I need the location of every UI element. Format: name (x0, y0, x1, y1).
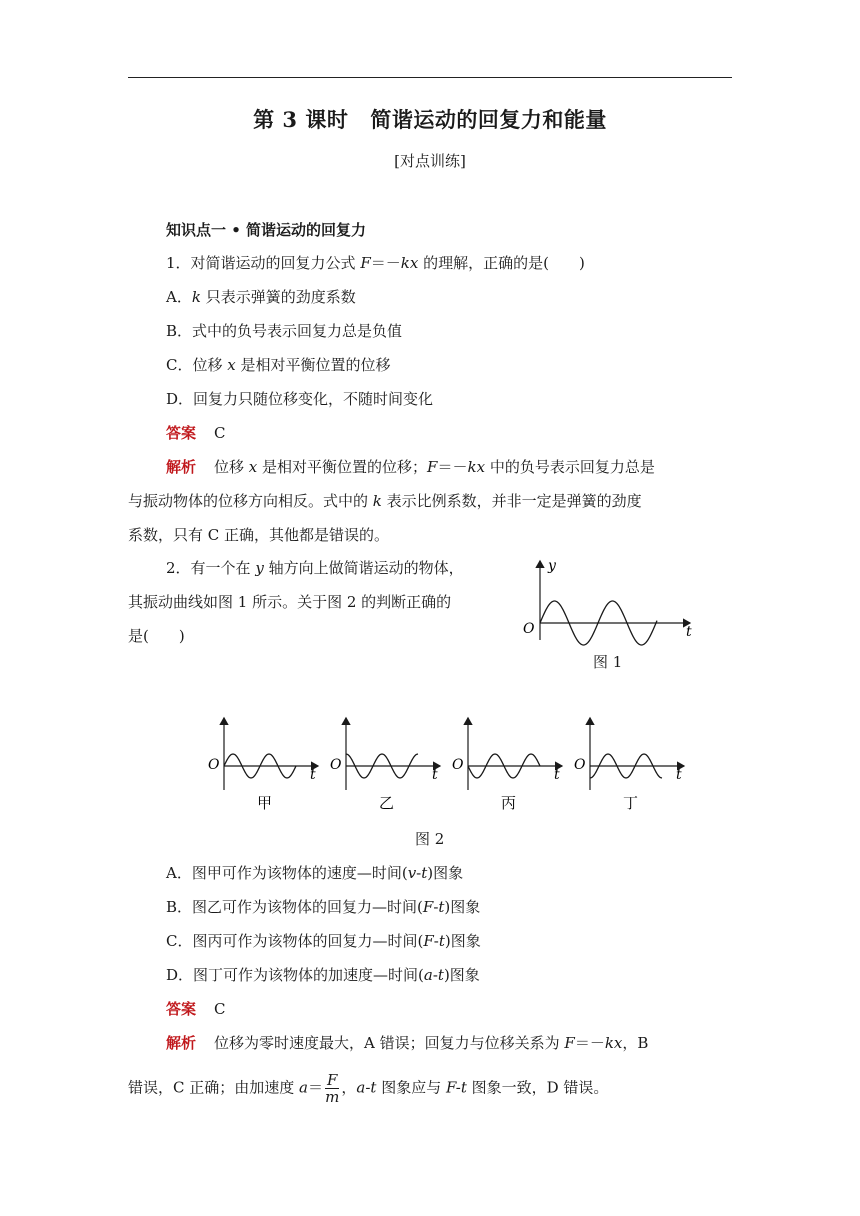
q2-analysis-text: ，B (622, 1034, 649, 1052)
title-topic: 简谐运动的回复力和能量 (370, 107, 607, 132)
q2-option-d (166, 965, 480, 985)
q2-analysis-line2 (128, 1072, 608, 1105)
q2-option-d-t: t (437, 966, 444, 984)
fig2-yi-label: 乙 (379, 794, 395, 812)
q2-option-a-t: t (421, 864, 428, 882)
fig2-jia-label: 甲 (257, 794, 273, 812)
q1-analysis-kx: kx (467, 458, 486, 476)
q1-analysis-x: x (248, 458, 258, 476)
q1-option-c-text: 是相对平衡位置的位移 (235, 356, 391, 374)
fraction-denominator: m (325, 1088, 340, 1106)
figure-1 (515, 555, 705, 650)
fig2-panel-bing (452, 718, 562, 812)
q2-option-c-F: F (423, 932, 434, 950)
section-heading: 知识点一 • 简谐运动的回复力 (166, 221, 367, 239)
q2-option-c-tail: )图象 (444, 932, 481, 950)
fig2-ding-origin: O (574, 757, 586, 773)
q2-analysis-at: a-t (356, 1078, 377, 1097)
q1-analysis-text: 中的负号表示回复力总是 (485, 458, 655, 476)
q2-option-b-t: t (438, 898, 445, 916)
q2-analysis-text: 图象一致，D 错误。 (466, 1078, 609, 1097)
fig1-caption: 图 1 (593, 653, 623, 671)
q2-option-d-dash: - (432, 966, 438, 984)
q2-analysis-text: 图象应与 (376, 1078, 447, 1097)
q1-analysis-eq: ＝－ (437, 458, 468, 476)
q1-option-c (166, 355, 391, 375)
q2-option-a (166, 863, 463, 883)
q1-option-c-label: C．位移 (166, 356, 228, 374)
q1-answer-label: 答案 (166, 424, 197, 442)
q2-analysis-Ft: F-t (446, 1078, 467, 1097)
fig1-t-label: t (686, 624, 692, 640)
q1-stem (166, 253, 585, 273)
header-rule (128, 77, 732, 78)
fig2-jia-t-label: t (310, 767, 316, 783)
q2-option-b-dash: - (433, 898, 439, 916)
q1-analysis-line1 (166, 457, 655, 477)
fig2-jia-origin: O (208, 757, 220, 773)
q2-analysis-eq: ＝ (307, 1078, 323, 1097)
q2-option-b-F: F (422, 898, 434, 916)
q2-option-b-tail: )图象 (444, 898, 481, 916)
q1-analysis-text: 与振动物体的位移方向相反。式中的 (128, 492, 373, 510)
q2-analysis-F: F (564, 1034, 575, 1052)
q2-option-d-a: a (423, 966, 433, 984)
q2-answer-label: 答案 (166, 1000, 197, 1018)
q1-analysis-text: 位移 (214, 458, 249, 476)
q2-stem-text: 轴方向上做简谐运动的物体， (263, 559, 464, 577)
q1-analysis-label: 解析 (166, 458, 197, 476)
q1-option-c-x: x (227, 356, 236, 374)
q1-stem-kx: kx (400, 254, 419, 272)
page-title (0, 104, 860, 134)
q2-stem-y: y (255, 559, 264, 577)
fig2-panel-jia (208, 718, 318, 812)
q1-option-b: B．式中的负号表示回复力总是负值 (166, 322, 403, 340)
q2-option-c-t: t (438, 932, 445, 950)
q2-analysis-fraction (325, 1072, 339, 1105)
q1-answer (166, 423, 226, 443)
q2-option-c (166, 931, 481, 951)
q2-stem-line3: 是( ) (128, 627, 185, 645)
fraction-numerator: F (326, 1071, 338, 1089)
q2-option-b-text: B．图乙可作为该物体的回复力—时间( (166, 898, 423, 916)
q2-analysis-eq: ＝－ (574, 1034, 605, 1052)
q2-option-d-tail: )图象 (443, 966, 480, 984)
q2-analysis-line1 (166, 1033, 648, 1053)
q1-stem-text: 1．对简谐运动的回复力公式 (166, 254, 361, 272)
fig1-y-label: y (548, 558, 556, 574)
q2-stem-line1 (166, 558, 464, 578)
q2-answer-value: C (214, 1000, 226, 1018)
q2-analysis-text: 位移为零时速度最大，A 错误；回复力与位移关系为 (214, 1034, 565, 1052)
fig2-ding-t-label: t (676, 767, 682, 783)
q2-analysis-a: a (299, 1078, 308, 1097)
fig2-ding-label: 丁 (623, 794, 639, 812)
q1-option-a-text: 只表示弹簧的劲度系数 (200, 288, 356, 306)
q2-analysis-kx: kx (604, 1034, 623, 1052)
q2-option-a-text: A．图甲可作为该物体的速度—时间( (166, 864, 408, 882)
q1-option-a-label: A． (166, 288, 192, 306)
fig2-bing-origin: O (452, 757, 464, 773)
q1-stem-tail: 的理解，正确的是( ) (418, 254, 585, 272)
q2-analysis-text: ， (341, 1078, 357, 1097)
q1-analysis-k: k (372, 492, 382, 510)
figure-2 (200, 712, 700, 812)
q1-option-a (166, 287, 356, 307)
q2-analysis-label: 解析 (166, 1034, 197, 1052)
q1-option-a-k: k (191, 288, 201, 306)
q2-option-c-text: C．图丙可作为该物体的回复力—时间( (166, 932, 424, 950)
fig2-bing-t-label: t (554, 767, 560, 783)
fig2-yi-t-label: t (432, 767, 438, 783)
q1-answer-value: C (214, 424, 226, 442)
q2-stem-text: 2．有一个在 (166, 559, 256, 577)
fig1-origin-label: O (523, 621, 535, 637)
q1-analysis-line2 (128, 491, 642, 511)
q2-option-d-text: D．图丁可作为该物体的加速度—时间( (166, 966, 424, 984)
q2-option-b (166, 897, 480, 917)
q2-answer (166, 999, 226, 1019)
q1-stem-F: F (360, 254, 371, 272)
q1-analysis-text: 是相对平衡位置的位移； (257, 458, 428, 476)
q1-analysis-line3: 系数，只有 C 正确，其他都是错误的。 (128, 526, 390, 544)
q2-option-c-dash: - (433, 932, 439, 950)
q2-option-a-dash: - (416, 864, 422, 882)
fig2-panel-yi (330, 718, 440, 812)
q2-option-a-tail: )图象 (427, 864, 464, 882)
q1-option-d: D．回复力只随位移变化，不随时间变化 (166, 390, 434, 408)
q1-stem-eq: ＝－ (370, 254, 401, 272)
fig2-panel-ding (574, 718, 684, 812)
q2-stem-line2: 其振动曲线如图 1 所示。关于图 2 的判断正确的 (128, 593, 452, 611)
fig2-yi-origin: O (330, 757, 342, 773)
title-lesson: 第 3 课时 (253, 107, 349, 132)
page-subtitle: [对点训练] (394, 152, 466, 170)
q2-option-a-v: v (407, 864, 417, 882)
fig2-caption: 图 2 (415, 830, 445, 848)
fig2-bing-label: 丙 (501, 794, 517, 812)
q2-analysis-text: 错误，C 正确；由加速度 (128, 1078, 300, 1097)
q1-analysis-F: F (427, 458, 438, 476)
q1-analysis-text: 表示比例系数，并非一定是弹簧的劲度 (381, 492, 642, 510)
